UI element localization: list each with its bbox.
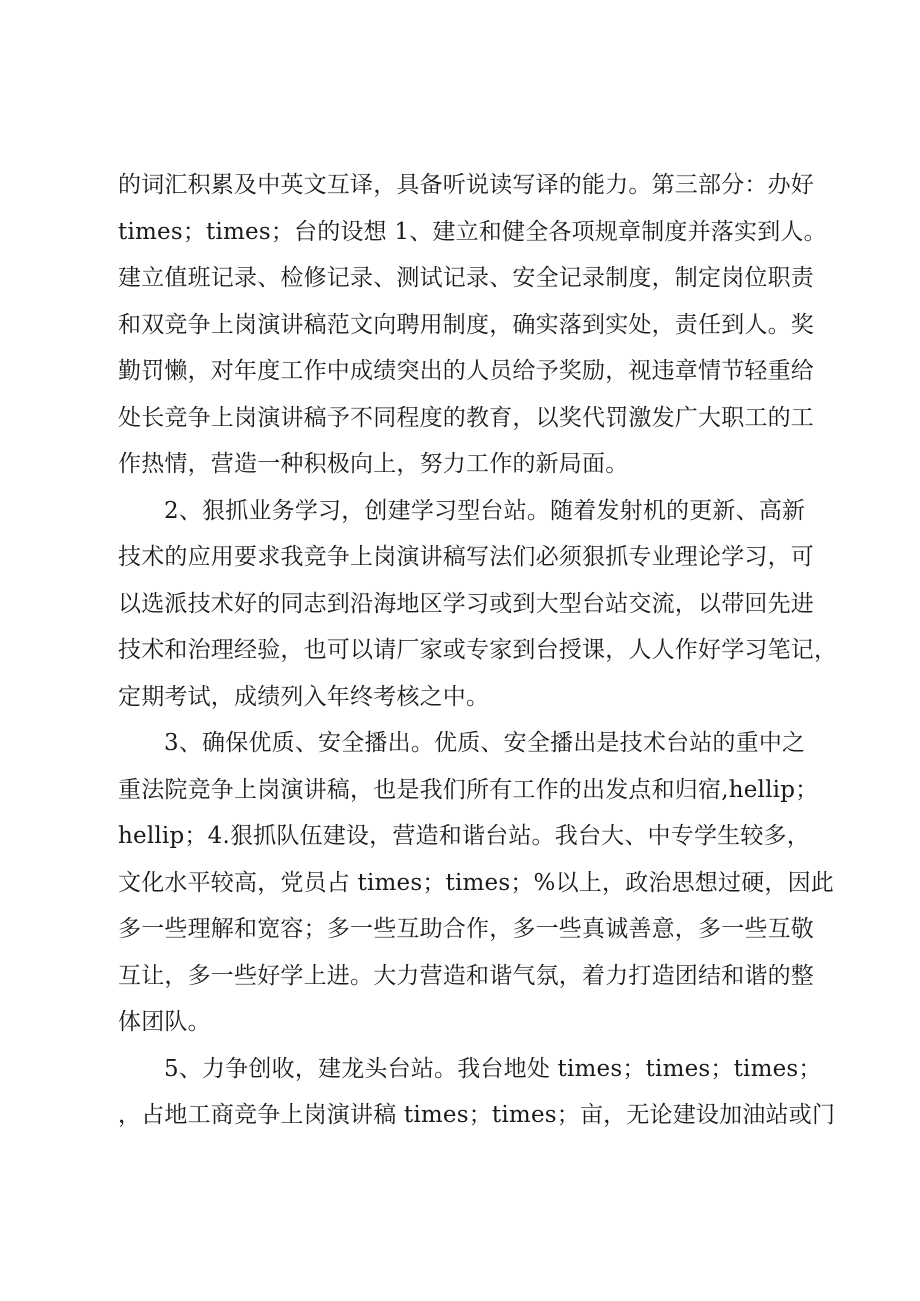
text-line: 技术的应用要求我竞争上岗演讲稿写法们必须狠抓专业理论学习，可 <box>118 544 814 570</box>
text-line: 和双竞争上岗演讲稿范文向聘用制度，确实落到实处，责任到人。奖 <box>118 311 814 338</box>
paragraph-start-line: 2、狠抓业务学习，创建学习型台站。随着发射机的更新、高新 <box>164 497 806 524</box>
text-line: hellip；4.狠抓队伍建设，营造和谐台站。我台大、中专学生较多， <box>118 823 810 849</box>
text-line: times；times；台的设想 1、建立和健全各项规章制度并落实到人。 <box>118 218 827 245</box>
text-line: 以选派技术好的同志到沿海地区学习或到大型台站交流，以带回先进 <box>118 590 814 617</box>
text-line: 体团队。 <box>118 1009 211 1035</box>
text-line: 重法院竞争上岗演讲稿，也是我们所有工作的出发点和归宿,hellip； <box>118 776 819 803</box>
text-line: 多一些理解和宽容；多一些互助合作，多一些真诚善意，多一些互敬 <box>118 916 814 942</box>
text-line: 作热情，营造一种积极向上，努力工作的新局面。 <box>118 451 629 477</box>
paragraph-start-line: 3、确保优质、安全播出。优质、安全播出是技术台站的重中之 <box>164 730 806 756</box>
text-line: ，占地工商竞争上岗演讲稿 times；times；亩，无论建设加油站或门 <box>118 1102 836 1128</box>
text-line: 互让，多一些好学上进。大力营造和谐气氛，着力打造团结和谐的整 <box>118 962 814 989</box>
text-line: 定期考试，成绩列入年终考核之中。 <box>118 683 490 710</box>
text-line: 技术和治理经验，也可以请厂家或专家到台授课，人人作好学习笔记， <box>118 637 838 663</box>
text-line: 建立值班记录、检修记录、测试记录、安全记录制度，制定岗位职责 <box>118 265 814 291</box>
text-line: 文化水平较高，党员占 times；times；%以上，政治思想过硬，因此 <box>118 869 835 896</box>
text-line: 处长竞争上岗演讲稿予不同程度的教育，以奖代罚激发广大职工的工 <box>118 404 814 431</box>
document-body <box>118 162 838 1139</box>
text-line: 的词汇积累及中英文互译，具备听说读写译的能力。第三部分：办好 <box>118 172 814 198</box>
text-line: 勤罚懒，对年度工作中成绩突出的人员给予奖励，视违章情节轻重给 <box>118 358 814 384</box>
paragraph-start-line: 5、力争创收，建龙头台站。我台地处 times；times；times； <box>164 1055 822 1082</box>
